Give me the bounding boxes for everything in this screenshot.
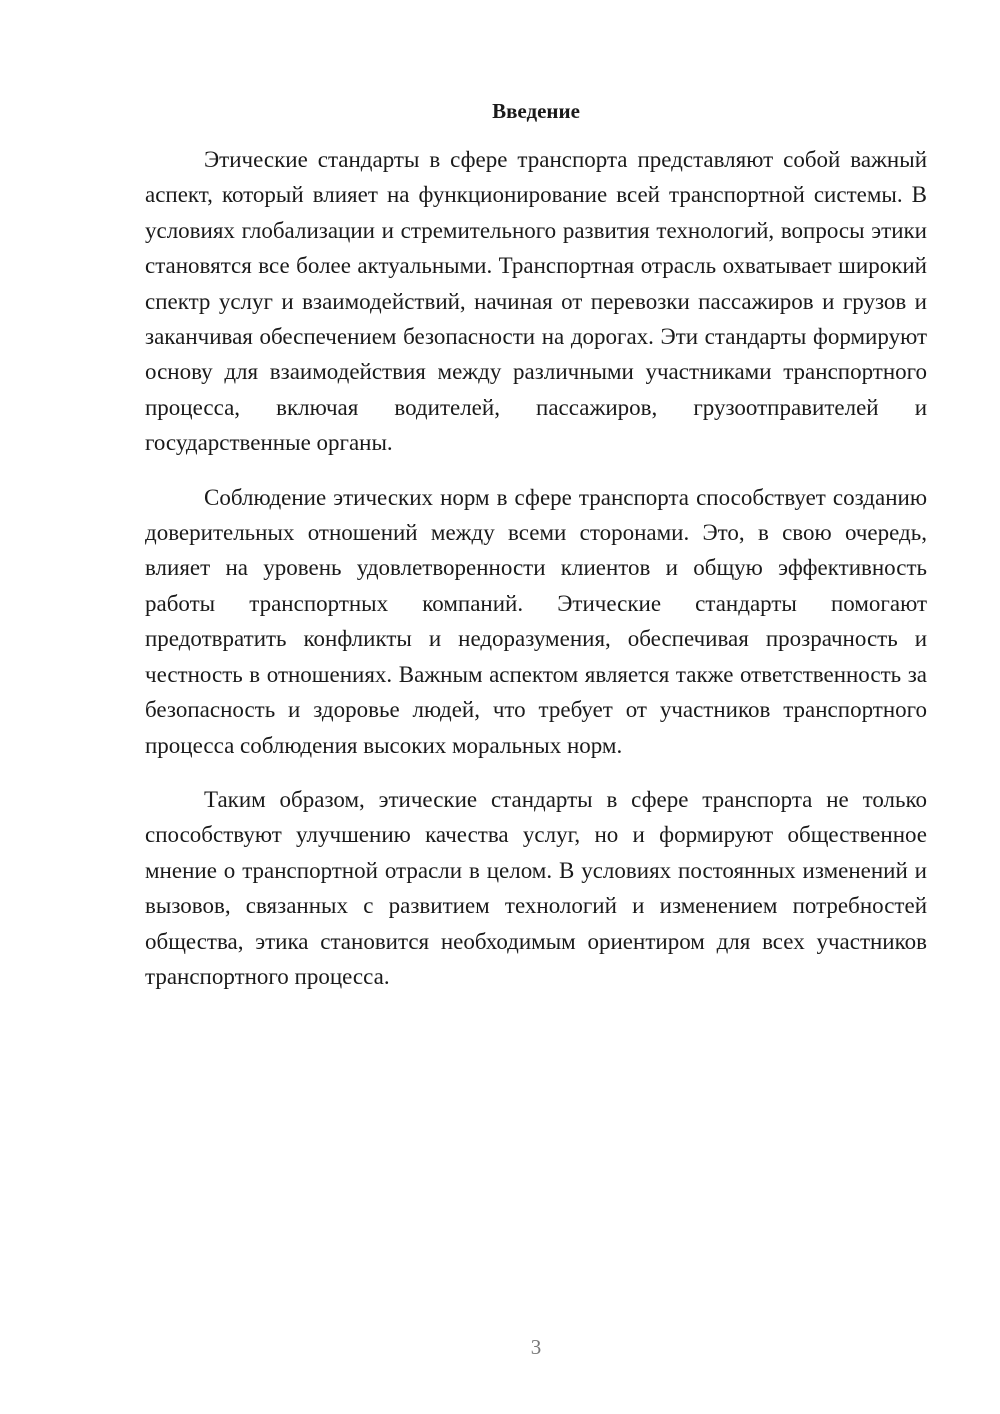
paragraph-3: Таким образом, этические стандарты в сфере транспорта не только способствуют улучшению качества услуг, но и формируют общественное мнение о транспортной отрасли в целом. В условиях постоянных изменений и вызовов, связанных с развитием технологий и изменением потребностей общества, этика становится необходимым ориентиром для всех участников транспортного процесса. [145,786,927,989]
document-body [145,142,927,994]
page-number: 3 [530,1335,542,1359]
section-title: Введение [492,99,580,123]
paragraph-1: Этические стандарты в сфере транспорта представляют собой важный аспект, который влияет на функционирование всей транспортной системы. В условиях глобализации и стремительного развития технологий, вопросы этики становятся все более актуальными. Транспортная отрасль охватывает широкий спектр услуг и взаимодействий, начиная от перевозки пассажиров и грузов и заканчивая обеспечением безопасности на дорогах. Эти стандарты формируют основу для взаимодействия между различными участниками транспортного процесса, включая водителей, пассажиров, грузоотправителей и государственные органы. [145,147,927,456]
paragraph-2: Соблюдение этических норм в сфере транспорта способствует созданию доверительных отношений между всеми сторонами. Это, в свою очередь, влияет на уровень удовлетворенности клиентов и общую эффективность работы транспортных компаний. Этические стандарты помогают предотвратить конфликты и недоразумения, обеспечивая прозрачность и честность в отношениях. Важным аспектом является также ответственность за безопасность и здоровье людей, что требует от участников транспортного процесса соблюдения высоких моральных норм. [145,484,927,758]
